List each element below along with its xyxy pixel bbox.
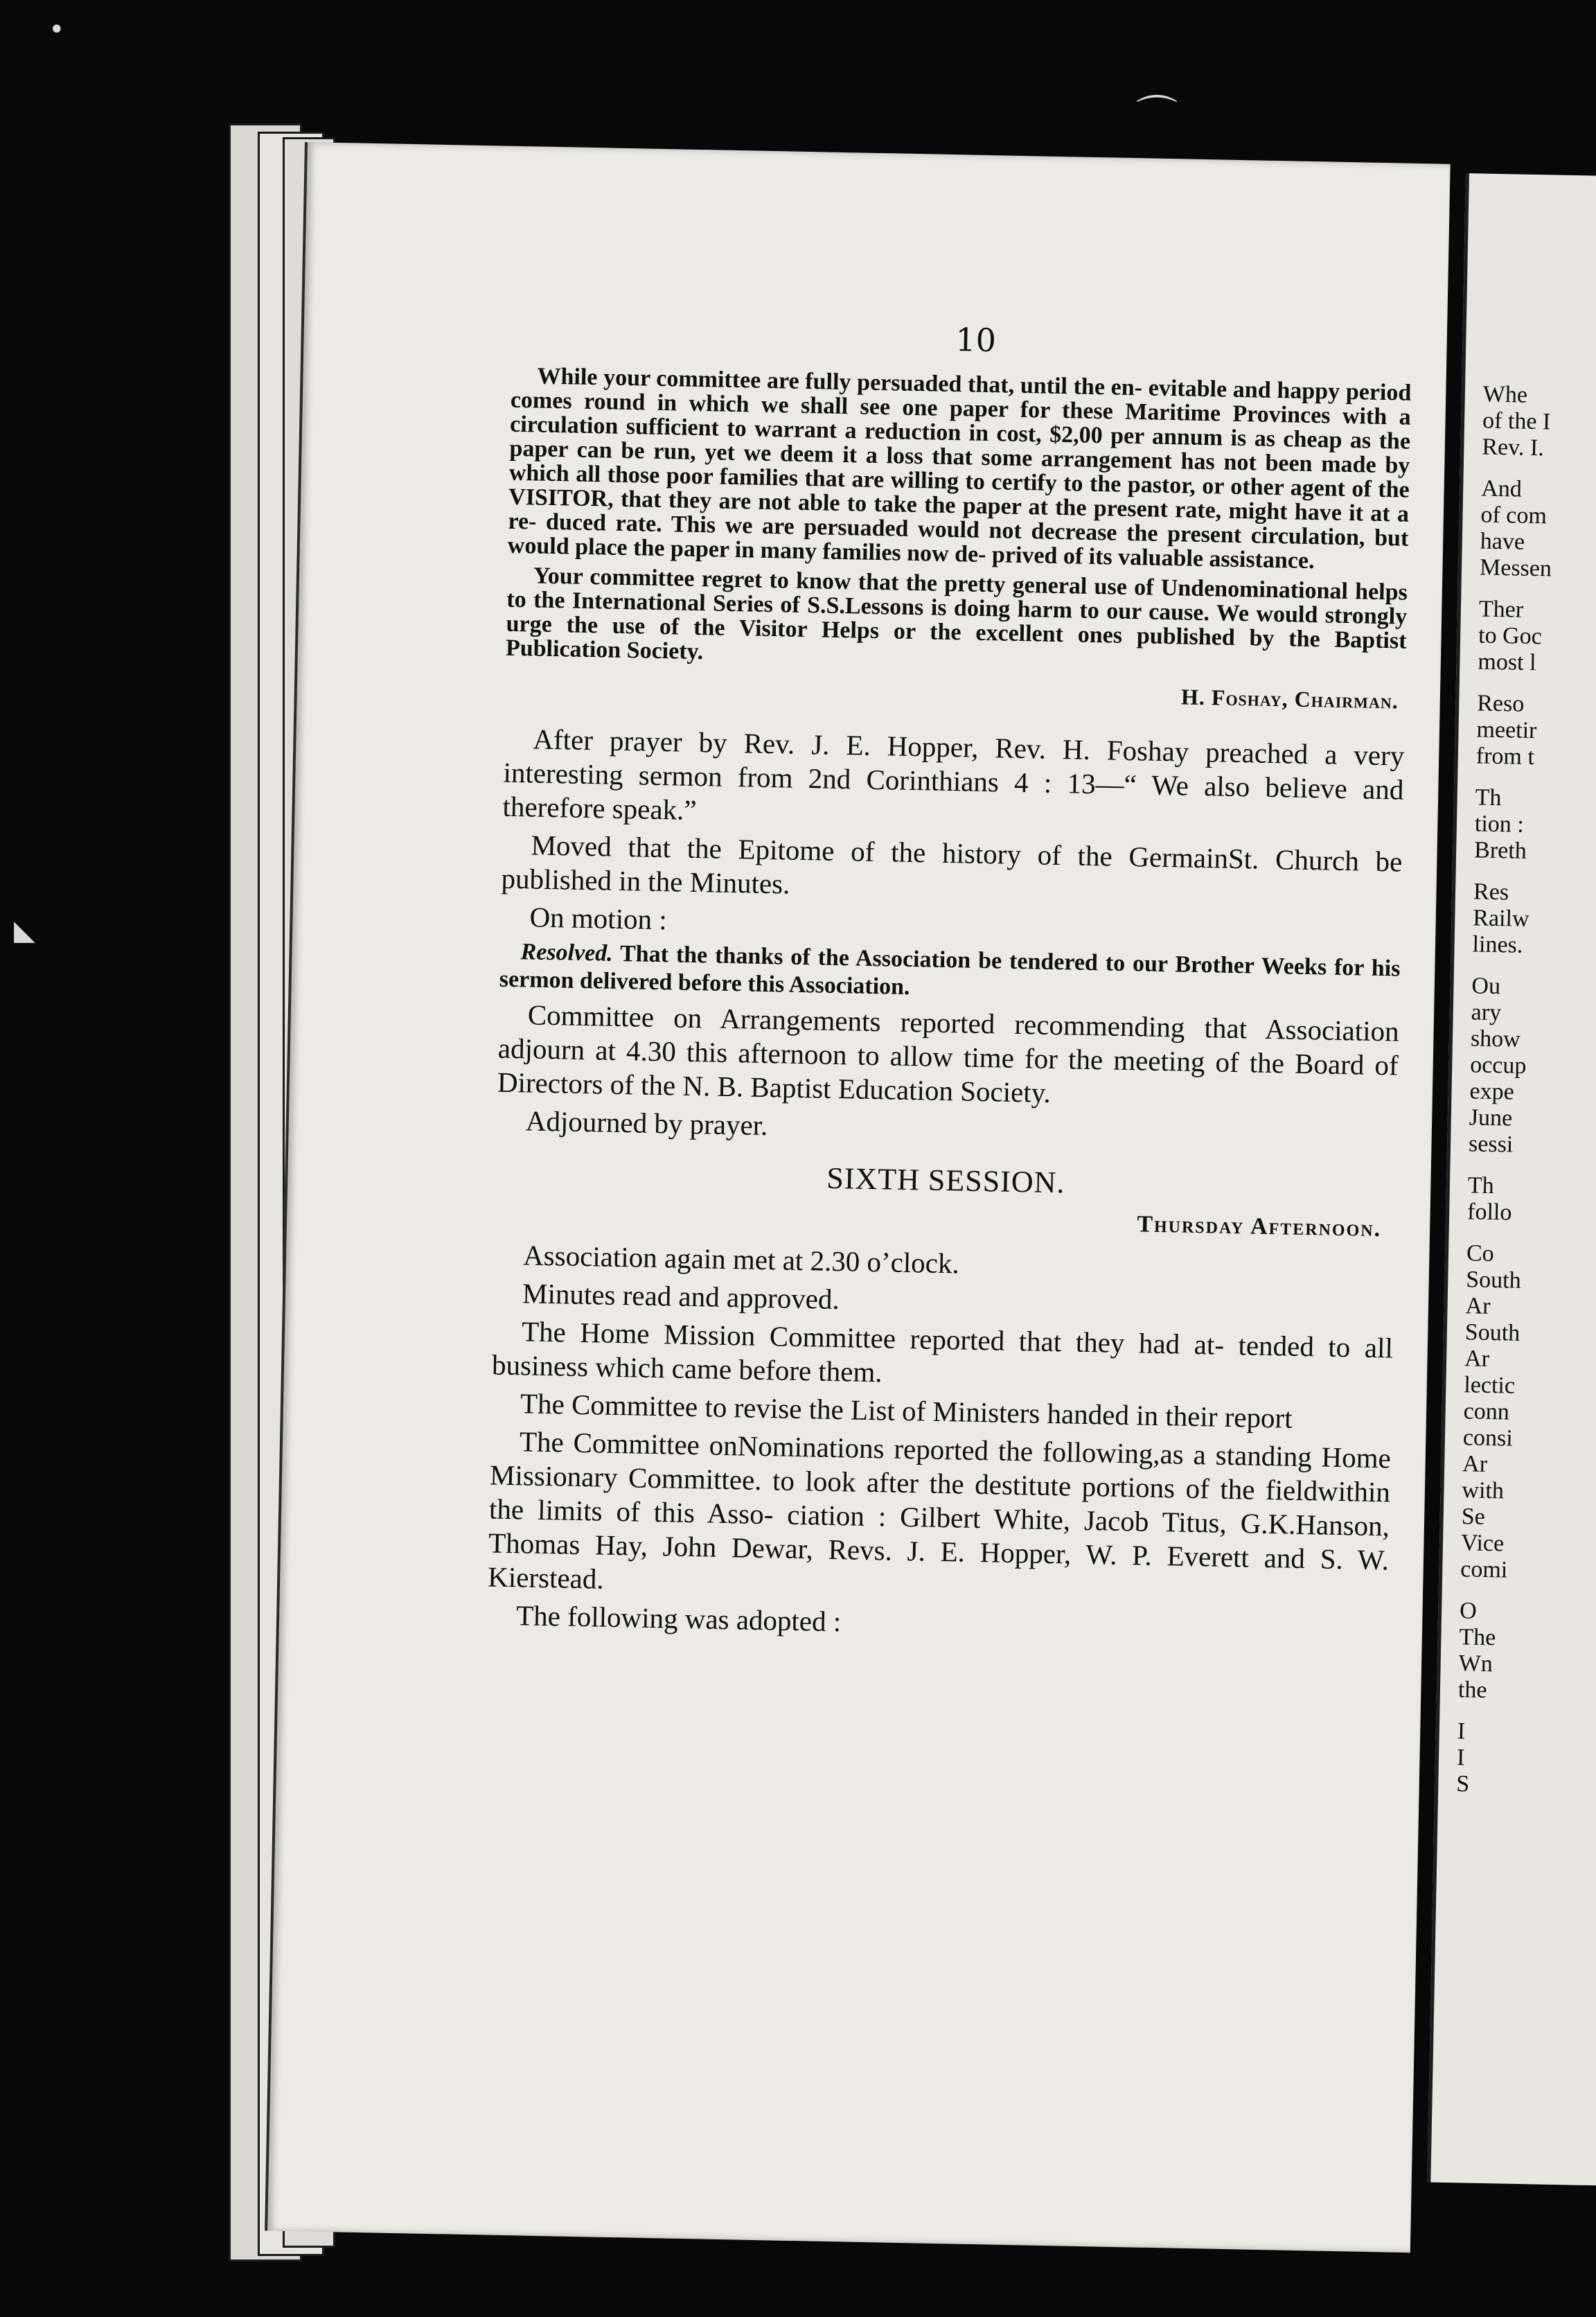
adjacent-page-line: to Goc	[1478, 622, 1543, 650]
adjacent-page-line: show	[1470, 1025, 1521, 1052]
revise-list-paragraph: The Committee to revise the List of Ministers handed in their report	[520, 1387, 1293, 1434]
adjacent-page-line: follo	[1466, 1199, 1512, 1226]
adjacent-page-line: Ou	[1471, 973, 1501, 1000]
adjacent-page-line: Railw	[1473, 905, 1530, 932]
committee-signature: H. Foshay, Chairman.	[1180, 684, 1399, 714]
adjacent-page-line: Ar	[1464, 1346, 1490, 1372]
adjacent-page-line: meetir	[1476, 716, 1537, 744]
adjacent-page-line: most l	[1478, 649, 1536, 676]
adjacent-page-line: consi	[1462, 1425, 1514, 1452]
met-again-line: Association again met at 2.30 o’clock.	[522, 1239, 960, 1280]
adjacent-page	[1427, 173, 1596, 2186]
adjacent-page-line: Se	[1461, 1504, 1486, 1530]
adjacent-page-line: from t	[1475, 743, 1535, 770]
following-adopted-line: The following was adopted :	[515, 1599, 842, 1638]
adjourned-line: Adjourned by prayer.	[525, 1104, 768, 1142]
nominations-paragraph: The Committee onNominations reported the following,as a standing Home Missionary Committee. to look after the destitute portions of the fieldwithin the limits of this Asso- ciation : Gilbert White, Jacob Titus, G.K.Hanson, Thomas Hay, John Dewar, Revs. J. E. Hopper, W. P. Everett and S. W. Kierstead.	[487, 1425, 1392, 1595]
adjacent-page-line: with	[1462, 1477, 1505, 1504]
adjacent-page-line: of com	[1480, 502, 1548, 529]
page-number: 10	[955, 321, 997, 360]
adjacent-page-line: O	[1459, 1598, 1478, 1624]
scan-speck: ◣	[14, 915, 35, 946]
scan-speck: ⌒	[1136, 92, 1178, 141]
adjacent-page-line: Breth	[1473, 837, 1527, 864]
adjacent-page-line: The	[1459, 1624, 1496, 1651]
adjacent-page-line: Messen	[1479, 554, 1552, 582]
adjacent-page-line: have	[1480, 528, 1525, 555]
adjacent-page-line: Th	[1475, 784, 1502, 811]
adjacent-page-line: Ar	[1462, 1451, 1488, 1477]
minutes-read-line: Minutes read and approved.	[522, 1277, 840, 1316]
adjacent-page-line: Whe	[1482, 381, 1528, 408]
adjacent-page-line: Reso	[1476, 690, 1525, 717]
adjacent-page-line: South	[1464, 1319, 1520, 1346]
book-page	[265, 142, 1451, 2253]
committee-paragraph: Your committee regret to know that the pretty general use of Undenominational helps to the International Series of S.S.Lessons is doing harm to our cause. We would strongly urge the use of the Visitor Helps or the excellent ones published by the Baptist Publication Society.	[505, 563, 1408, 665]
scan-speck: •	[48, 14, 65, 46]
adjacent-page-line: Co	[1466, 1240, 1495, 1267]
arrangements-paragraph: Committee on Arrangements reported recommending that Association adjourn at 4.30 this afternoon to allow time for the meeting of the Board of Directors of the N. B. Baptist Education Society.	[497, 998, 1400, 1109]
adjacent-page-line: expe	[1469, 1078, 1515, 1105]
home-mission-paragraph: The Home Mission Committee reported that they had at- tended to all business which came before them.	[491, 1315, 1394, 1389]
committee-paragraph: While your committee are fully persuaded that, until the en- evitable and happy period comes round in which we shall see one paper for these Maritime Provinces with a circulation sufficient to warrant a reduction in cost, $2,00 per annum is as cheap as the paper can be run, yet we deem it a loss that some arrangement has not been made by which all those poor families that are willing to certify to the pastor, or other agent of the VISITOR, that they are not able to take the paper at the present rate, might have it at a re- duced rate. This we are persuaded would not decrease the present circulation, but would place the paper in many families now de- prived of its valuable assistance.	[507, 363, 1412, 574]
adjacent-page-line: lectic	[1464, 1372, 1516, 1399]
resolved-label: Resolved.	[520, 939, 614, 967]
adjacent-page-line: conn	[1463, 1398, 1510, 1425]
adjacent-page-line: of the I	[1482, 407, 1551, 435]
prayer-paragraph: After prayer by Rev. J. E. Hopper, Rev. H. Foshay preached a very interesting sermon from 2nd Corinthians 4 : 13—“ We also believe and therefore speak.”	[502, 723, 1405, 827]
adjacent-page-line: Wn	[1458, 1650, 1493, 1677]
adjacent-page-line: Vice	[1460, 1530, 1505, 1557]
session-heading: SIXTH SESSION.	[826, 1161, 1065, 1200]
adjacent-page-line: I	[1456, 1745, 1465, 1771]
adjacent-page-line: ary	[1471, 999, 1502, 1026]
adjacent-page-line: occup	[1469, 1052, 1527, 1079]
adjacent-page-line: tion :	[1474, 811, 1525, 838]
adjacent-page-line: And	[1480, 475, 1523, 502]
adjacent-page-line: I	[1457, 1718, 1466, 1745]
adjacent-page-line: S	[1456, 1771, 1470, 1797]
adjacent-page-line: Res	[1473, 879, 1509, 906]
page-content	[487, 312, 1412, 1654]
adjacent-page-line: lines.	[1472, 931, 1523, 958]
adjacent-page-line: the	[1457, 1677, 1487, 1703]
epitome-paragraph: Moved that the Epitome of the history of the GermainSt. Church be published in the Minutes.	[501, 829, 1403, 900]
adjacent-page-line: Th	[1467, 1172, 1495, 1199]
adjacent-page-line: Rev. I.	[1482, 434, 1545, 461]
adjacent-page-line: South	[1465, 1267, 1522, 1294]
adjacent-page-line: Ther	[1478, 596, 1524, 623]
adjacent-page-line: June	[1469, 1104, 1513, 1131]
resolution-text: That the thanks of the Association be tendered to our Brother Weeks for his sermon delivered before this Association.	[499, 940, 1401, 1000]
adjacent-page-text	[1456, 382, 1596, 1803]
adjacent-page-line: comi	[1460, 1556, 1508, 1583]
session-day-line: Thursday Afternoon.	[1137, 1211, 1382, 1242]
adjacent-page-line: Ar	[1465, 1293, 1491, 1319]
on-motion-line: On motion :	[529, 901, 668, 936]
adjacent-page-line: sessi	[1468, 1131, 1514, 1158]
